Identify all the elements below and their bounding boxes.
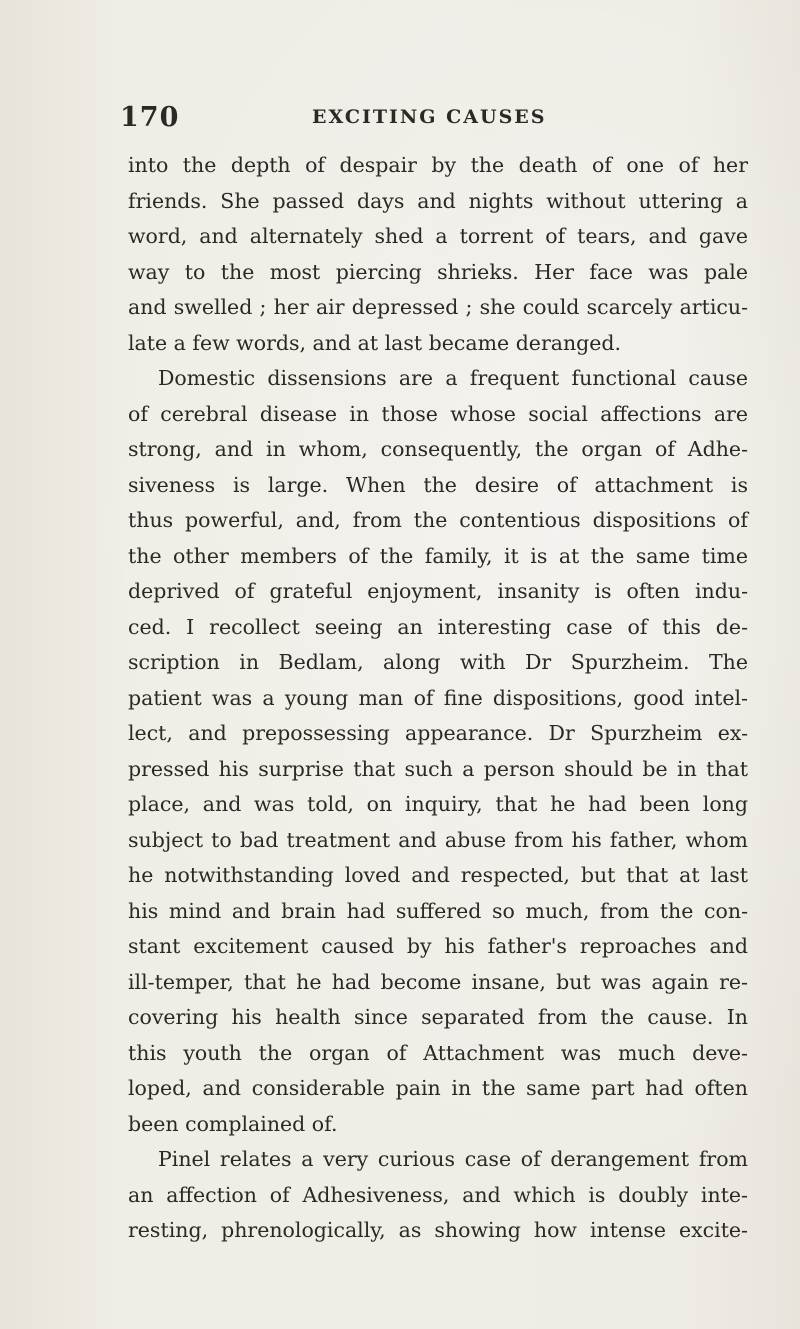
text-line: loped, and considerable pain in the same part had often <box>128 1076 748 1100</box>
running-head: EXCITING CAUSES <box>312 106 547 128</box>
text-line: siveness is large. When the desire of attachment is <box>128 472 748 497</box>
text-line: scription in Bedlam, along with Dr Spurzheim. The <box>128 650 748 674</box>
text-line: friends. She passed days and nights without uttering a <box>128 188 748 213</box>
text-line: he notwithstanding loved and respected, but that at last <box>128 863 748 887</box>
text-line: into the depth of despair by the death of one of her <box>128 153 748 177</box>
text-line: and swelled ; her air depressed ; she could scarcely articu- <box>128 295 748 319</box>
text-line: ced. I recollect seeing an interesting case of this de- <box>128 614 748 639</box>
text-line: late a few words, and at last became deranged. <box>128 330 622 355</box>
text-line: stant excitement caused by his father's reproaches and <box>128 934 748 958</box>
text-line: strong, and in whom, consequently, the organ of Adhe- <box>128 437 748 461</box>
text-line: resting, phrenologically, as showing how intense excite- <box>128 1218 748 1242</box>
body-text <box>128 148 748 1249</box>
text-line: an affection of Adhesiveness, and which is doubly inte- <box>128 1182 748 1207</box>
text-line: word, and alternately shed a torrent of tears, and gave <box>128 224 748 248</box>
text-line: deprived of grateful enjoyment, insanity is often indu- <box>128 579 748 603</box>
text-line: ill-temper, that he had become insane, but was again re- <box>128 969 748 994</box>
text-line: Pinel relates a very curious case of derangement from <box>158 1147 748 1171</box>
text-line: of cerebral disease in those whose social affections are <box>128 401 748 426</box>
text-line: Domestic dissensions are a frequent functional cause <box>158 366 748 390</box>
text-line: thus powerful, and, from the contentious dispositions of <box>128 508 748 532</box>
text-line: been complained of. <box>128 1111 338 1136</box>
text-line: lect, and prepossessing appearance. Dr Spurzheim ex- <box>128 721 748 745</box>
page-number: 170 <box>120 102 180 133</box>
text-line: the other members of the family, it is at the same time <box>128 543 748 568</box>
text-line: way to the most piercing shrieks. Her face was pale <box>128 259 748 284</box>
text-line: this youth the organ of Attachment was much deve- <box>128 1040 748 1065</box>
text-line: place, and was told, on inquiry, that he had been long <box>128 792 748 816</box>
text-line: subject to bad treatment and abuse from his father, whom <box>128 827 748 852</box>
text-line: his mind and brain had suffered so much, from the con- <box>128 898 748 923</box>
text-line: patient was a young man of fine dispositions, good intel- <box>128 685 748 710</box>
text-line: covering his health since separated from the cause. In <box>128 1005 748 1029</box>
page-header <box>0 100 800 140</box>
text-line: pressed his surprise that such a person should be in that <box>128 756 748 781</box>
